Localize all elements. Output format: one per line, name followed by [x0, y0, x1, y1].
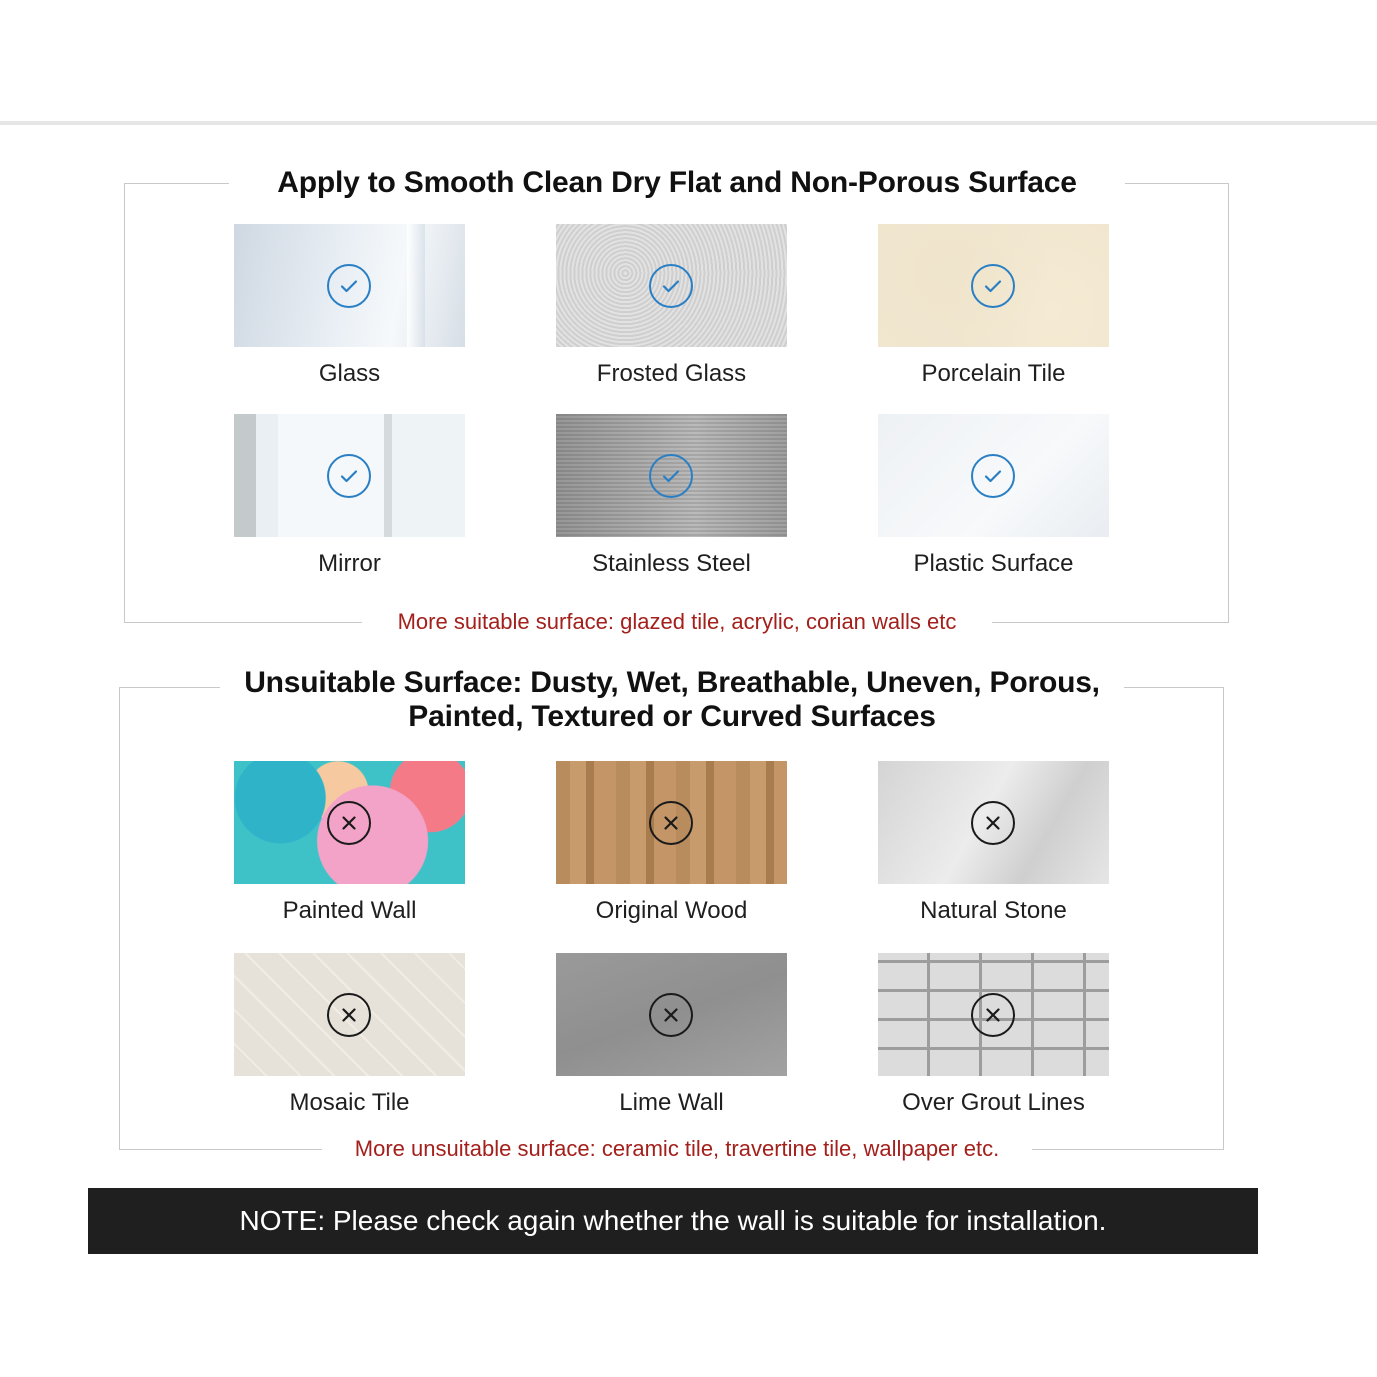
- lime-wall-swatch: [556, 953, 787, 1076]
- cross-icon: [649, 993, 693, 1037]
- tile-label: Glass: [318, 360, 381, 387]
- cross-icon: [327, 801, 371, 845]
- cross-icon: [649, 801, 693, 845]
- tile-label: Plastic Surface: [913, 550, 1074, 577]
- suitable-more-note: More suitable surface: glazed tile, acrylic, corian walls etc: [362, 608, 992, 636]
- tile-label: Stainless Steel: [592, 550, 751, 577]
- check-icon: [971, 264, 1015, 308]
- tile-label: Lime Wall: [619, 1089, 724, 1116]
- check-icon: [971, 454, 1015, 498]
- surface-tile-painted-wall: [234, 761, 465, 926]
- porcelain-tile-swatch: [878, 224, 1109, 347]
- unsuitable-heading-line2: Painted, Textured or Curved Surfaces: [408, 700, 936, 733]
- check-icon: [327, 264, 371, 308]
- tile-label: Painted Wall: [282, 897, 417, 924]
- over-grout-lines-swatch: [878, 953, 1109, 1076]
- frosted-glass-swatch: [556, 224, 787, 347]
- tile-label: Mosaic Tile: [289, 1089, 410, 1116]
- unsuitable-heading-line1: Unsuitable Surface: Dusty, Wet, Breathable, Uneven, Porous,: [244, 666, 1100, 699]
- mirror-swatch: [234, 414, 465, 537]
- tile-label: Over Grout Lines: [902, 1089, 1085, 1116]
- cross-icon: [971, 993, 1015, 1037]
- installation-note-bar: [88, 1188, 1258, 1254]
- top-divider: [0, 121, 1377, 125]
- surface-tile-glass: [234, 224, 465, 389]
- surface-tile-natural-stone: [878, 761, 1109, 926]
- suitable-heading: Apply to Smooth Clean Dry Flat and Non-Porous Surface: [229, 164, 1125, 202]
- cross-icon: [971, 801, 1015, 845]
- surface-tile-porcelain-tile: [878, 224, 1109, 389]
- unsuitable-surfaces-panel: [119, 666, 1224, 1161]
- tile-label: Natural Stone: [920, 897, 1067, 924]
- unsuitable-heading: [220, 666, 1124, 734]
- check-icon: [327, 454, 371, 498]
- plastic-surface-swatch: [878, 414, 1109, 537]
- surface-tile-original-wood: [556, 761, 787, 926]
- tile-label: Mirror: [318, 550, 381, 577]
- surface-tile-frosted-glass: [556, 224, 787, 389]
- tile-label: Porcelain Tile: [921, 360, 1066, 387]
- check-icon: [649, 454, 693, 498]
- suitable-surfaces-panel: [124, 166, 1229, 634]
- natural-stone-swatch: [878, 761, 1109, 884]
- check-icon: [649, 264, 693, 308]
- surface-tile-mirror: [234, 414, 465, 579]
- unsuitable-more-note: More unsuitable surface: ceramic tile, travertine tile, wallpaper etc.: [322, 1135, 1032, 1163]
- installation-note-text: NOTE: Please check again whether the wall is suitable for installation.: [239, 1205, 1107, 1236]
- tile-label: Frosted Glass: [596, 360, 747, 387]
- surface-tile-stainless-steel: [556, 414, 787, 579]
- surface-tile-over-grout-lines: [878, 953, 1109, 1118]
- stainless-steel-swatch: [556, 414, 787, 537]
- mosaic-tile-swatch: [234, 953, 465, 1076]
- surface-tile-lime-wall: [556, 953, 787, 1118]
- painted-wall-swatch: [234, 761, 465, 884]
- glass-swatch: [234, 224, 465, 347]
- cross-icon: [327, 993, 371, 1037]
- surface-tile-mosaic-tile: [234, 953, 465, 1118]
- surface-tile-plastic-surface: [878, 414, 1109, 579]
- tile-label: Original Wood: [595, 897, 748, 924]
- original-wood-swatch: [556, 761, 787, 884]
